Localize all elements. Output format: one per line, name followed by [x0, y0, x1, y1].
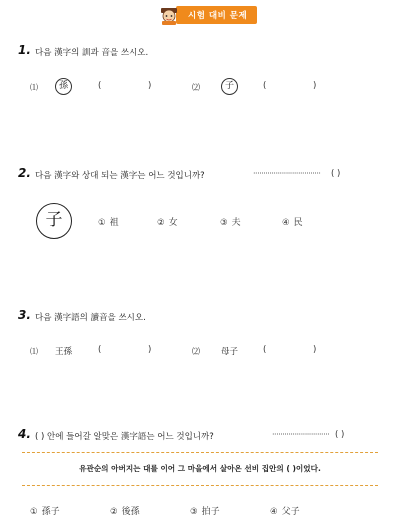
q2-option-4: ④ 民: [282, 218, 303, 228]
q2-leader-dots: ·································: [253, 169, 321, 178]
q3-item2-marker: ⑵: [192, 347, 200, 356]
q3-item1-paren-close: ): [148, 345, 152, 355]
q2-option-1: ① 祖: [98, 218, 119, 228]
q1-number: 1.: [18, 43, 31, 57]
q4-option-4: ④ 父子: [270, 507, 300, 517]
q1-item1-marker: ⑴: [30, 83, 38, 92]
q2-number: 2.: [18, 166, 31, 180]
q4-sentence-box: [22, 452, 378, 486]
q4-prompt: ( ) 안에 들어갈 알맞은 漢字語는 어느 것입니까?: [35, 432, 214, 442]
q2-answer-paren: ( ): [331, 169, 341, 179]
q1-item1-paren-open: (: [98, 81, 102, 91]
q1-item2-paren-close: ): [313, 81, 317, 91]
q2-big-char: 子: [36, 203, 72, 239]
section-banner: [158, 6, 257, 24]
q3-number: 3.: [18, 308, 31, 322]
q1-prompt: 다음 漢字의 訓과 音을 쓰시오.: [35, 48, 149, 58]
q4-answer-paren: ( ): [335, 430, 345, 440]
q4-option-2: ② 後孫: [110, 507, 140, 517]
q1-item1-char: 孫: [55, 78, 72, 95]
q4-option-1: ① 孫子: [30, 507, 60, 517]
q4-number: 4.: [18, 427, 31, 441]
q4-leader-dots: ····························: [272, 430, 330, 439]
q2-option-2: ② 女: [157, 218, 178, 228]
q1-item2-paren-open: (: [263, 81, 267, 91]
q3-item2-paren-close: ): [313, 345, 317, 355]
q2-prompt: 다음 漢字와 상대 되는 漢字는 어느 것입니까?: [35, 171, 205, 181]
q3-item1-paren-open: (: [98, 345, 102, 355]
q1-item2-marker: ⑵: [192, 83, 200, 92]
student-mascot-icon: [158, 5, 180, 25]
q3-item1-marker: ⑴: [30, 347, 38, 356]
q3-prompt: 다음 漢字語의 讀音을 쓰시오.: [35, 313, 146, 323]
q1-item2-char: 子: [221, 78, 238, 95]
q3-item2-paren-open: (: [263, 345, 267, 355]
q4-sentence: 유관순의 아버지는 대를 이어 그 마을에서 살아온 선비 집안의 ( )이었다.: [79, 464, 321, 473]
q1-item1-paren-close: ): [148, 81, 152, 91]
q3-item1-word: 王孫: [55, 347, 73, 357]
banner-label: 시험 대비 문제: [176, 6, 257, 24]
q4-option-3: ③ 拍子: [190, 507, 220, 517]
q3-item2-word: 母子: [221, 347, 239, 357]
q2-option-3: ③ 夫: [220, 218, 241, 228]
